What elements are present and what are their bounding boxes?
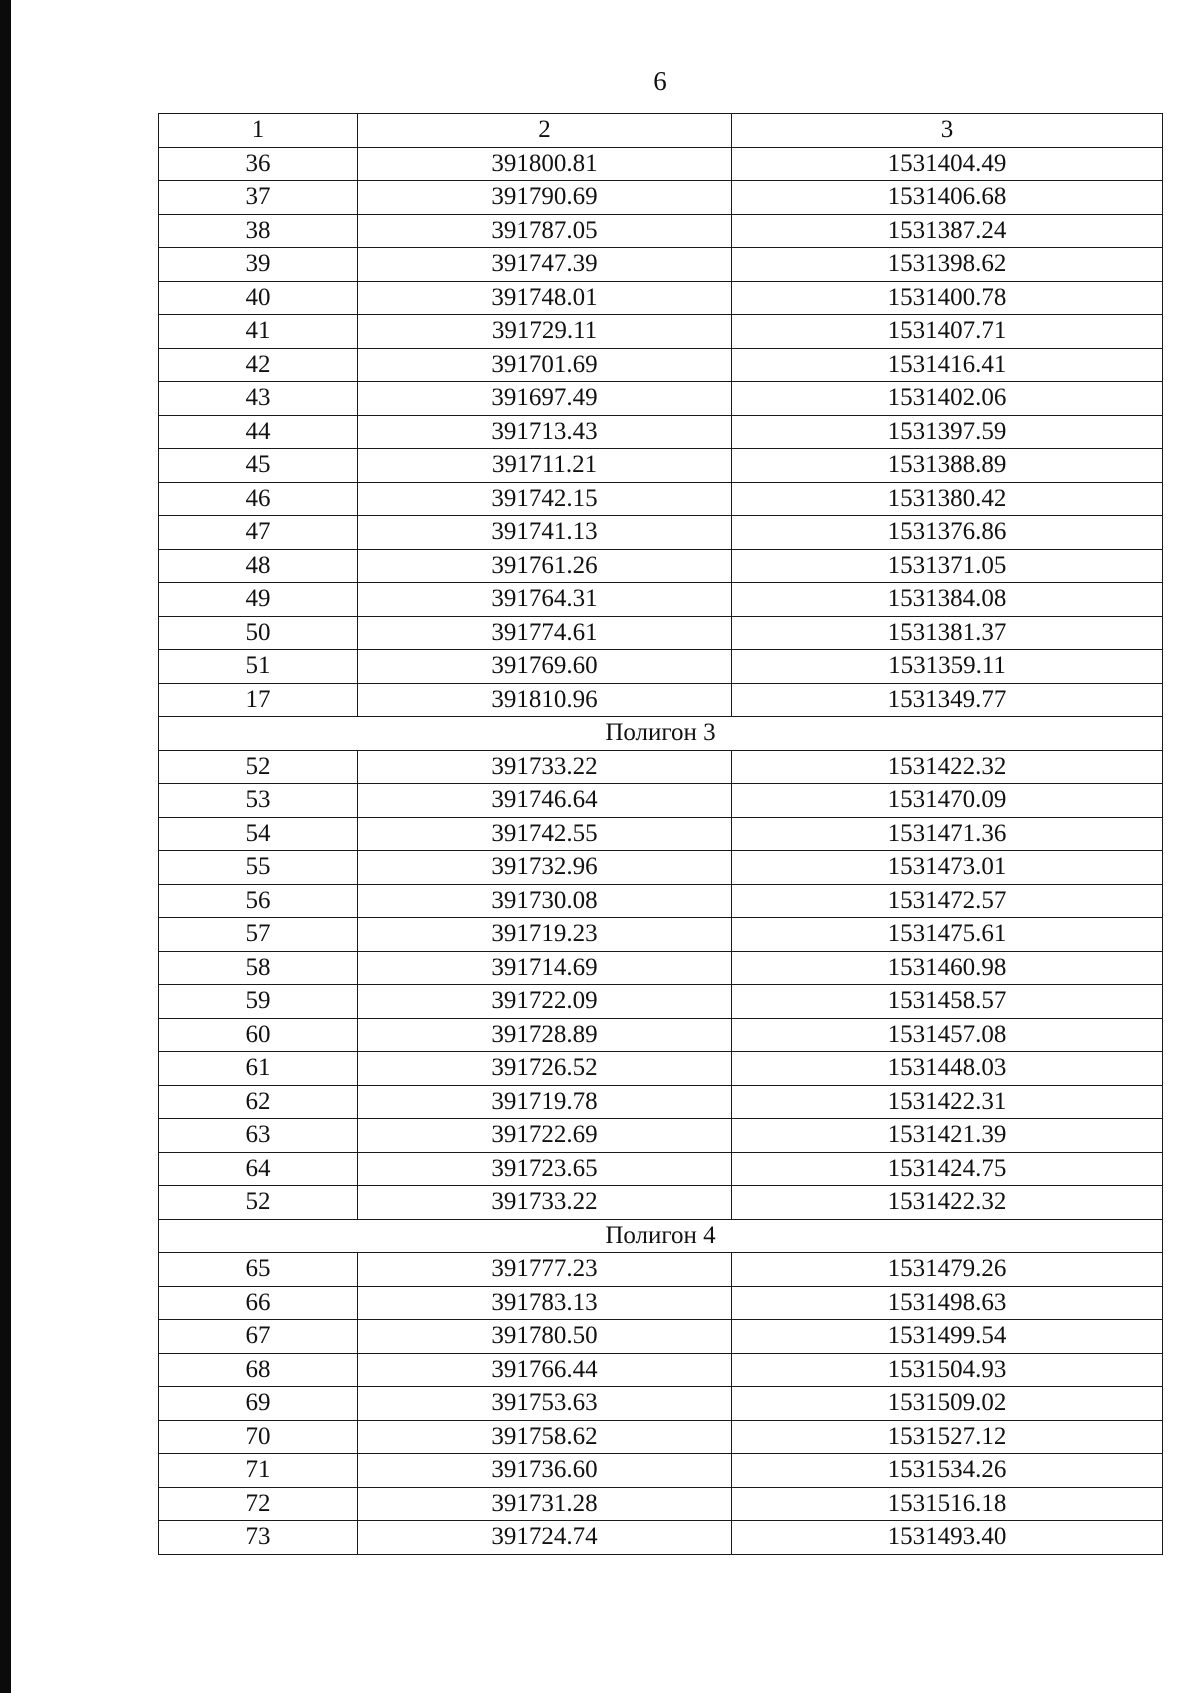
table-row: [159, 415, 1163, 449]
x-coordinate-cell: 391810.96: [358, 683, 732, 717]
x-coordinate-cell: 391730.08: [358, 884, 732, 918]
x-coordinate-cell: 391719.78: [358, 1085, 732, 1119]
y-coordinate-cell: 1531371.05: [732, 549, 1163, 583]
y-coordinate-cell: 1531416.41: [732, 348, 1163, 382]
x-coordinate-cell: 391701.69: [358, 348, 732, 382]
point-number-cell: 64: [159, 1152, 358, 1186]
x-coordinate-cell: 391711.21: [358, 449, 732, 483]
table-row: [159, 1521, 1163, 1555]
y-coordinate-cell: 1531380.42: [732, 482, 1163, 516]
x-coordinate-cell: 391780.50: [358, 1320, 732, 1354]
header-cell-3: 3: [732, 114, 1163, 148]
point-number-cell: 73: [159, 1521, 358, 1555]
y-coordinate-cell: 1531470.09: [732, 784, 1163, 818]
x-coordinate-cell: 391742.15: [358, 482, 732, 516]
table-row: [159, 1286, 1163, 1320]
x-coordinate-cell: 391736.60: [358, 1454, 732, 1488]
x-coordinate-cell: 391753.63: [358, 1387, 732, 1421]
y-coordinate-cell: 1531527.12: [732, 1420, 1163, 1454]
x-coordinate-cell: 391726.52: [358, 1052, 732, 1086]
point-number-cell: 62: [159, 1085, 358, 1119]
y-coordinate-cell: 1531349.77: [732, 683, 1163, 717]
section-title-row: [159, 717, 1163, 751]
table-row: [159, 449, 1163, 483]
table-header-row: [159, 114, 1163, 148]
point-number-cell: 55: [159, 851, 358, 885]
y-coordinate-cell: 1531406.68: [732, 181, 1163, 215]
y-coordinate-cell: 1531421.39: [732, 1119, 1163, 1153]
table-row: [159, 918, 1163, 952]
point-number-cell: 52: [159, 750, 358, 784]
table-row: [159, 616, 1163, 650]
table-row: [159, 1454, 1163, 1488]
y-coordinate-cell: 1531457.08: [732, 1018, 1163, 1052]
point-number-cell: 59: [159, 985, 358, 1019]
point-number-cell: 37: [159, 181, 358, 215]
x-coordinate-cell: 391713.43: [358, 415, 732, 449]
x-coordinate-cell: 391774.61: [358, 616, 732, 650]
y-coordinate-cell: 1531376.86: [732, 516, 1163, 550]
y-coordinate-cell: 1531475.61: [732, 918, 1163, 952]
x-coordinate-cell: 391764.31: [358, 583, 732, 617]
point-number-cell: 70: [159, 1420, 358, 1454]
y-coordinate-cell: 1531397.59: [732, 415, 1163, 449]
point-number-cell: 56: [159, 884, 358, 918]
table-row: [159, 281, 1163, 315]
section-title: Полигон 3: [159, 717, 1163, 751]
point-number-cell: 41: [159, 315, 358, 349]
header-cell-1: 1: [159, 114, 358, 148]
y-coordinate-cell: 1531499.54: [732, 1320, 1163, 1354]
y-coordinate-cell: 1531479.26: [732, 1253, 1163, 1287]
y-coordinate-cell: 1531388.89: [732, 449, 1163, 483]
table-row: [159, 817, 1163, 851]
point-number-cell: 69: [159, 1387, 358, 1421]
page-number: 6: [653, 66, 667, 96]
table-row: [159, 784, 1163, 818]
y-coordinate-cell: 1531471.36: [732, 817, 1163, 851]
y-coordinate-cell: 1531400.78: [732, 281, 1163, 315]
point-number-cell: 46: [159, 482, 358, 516]
y-coordinate-cell: 1531404.49: [732, 147, 1163, 181]
y-coordinate-cell: 1531534.26: [732, 1454, 1163, 1488]
point-number-cell: 66: [159, 1286, 358, 1320]
table-row: [159, 750, 1163, 784]
point-number-cell: 72: [159, 1487, 358, 1521]
y-coordinate-cell: 1531472.57: [732, 884, 1163, 918]
table-row: [159, 248, 1163, 282]
x-coordinate-cell: 391769.60: [358, 650, 732, 684]
section-title-row: [159, 1219, 1163, 1253]
table-row: [159, 1152, 1163, 1186]
point-number-cell: 48: [159, 549, 358, 583]
table-row: [159, 1353, 1163, 1387]
point-number-cell: 65: [159, 1253, 358, 1287]
point-number-cell: 47: [159, 516, 358, 550]
coordinates-table: [158, 113, 1163, 1555]
x-coordinate-cell: 391728.89: [358, 1018, 732, 1052]
table-row: [159, 315, 1163, 349]
coordinates-table-body: [159, 114, 1163, 1555]
table-row: [159, 1052, 1163, 1086]
point-number-cell: 53: [159, 784, 358, 818]
y-coordinate-cell: 1531422.32: [732, 750, 1163, 784]
x-coordinate-cell: 391787.05: [358, 214, 732, 248]
point-number-cell: 52: [159, 1186, 358, 1220]
point-number-cell: 71: [159, 1454, 358, 1488]
x-coordinate-cell: 391742.55: [358, 817, 732, 851]
x-coordinate-cell: 391732.96: [358, 851, 732, 885]
table-row: [159, 549, 1163, 583]
point-number-cell: 57: [159, 918, 358, 952]
y-coordinate-cell: 1531509.02: [732, 1387, 1163, 1421]
x-coordinate-cell: 391723.65: [358, 1152, 732, 1186]
table-row: [159, 1253, 1163, 1287]
table-row: [159, 348, 1163, 382]
point-number-cell: 67: [159, 1320, 358, 1354]
point-number-cell: 36: [159, 147, 358, 181]
x-coordinate-cell: 391729.11: [358, 315, 732, 349]
x-coordinate-cell: 391697.49: [358, 382, 732, 416]
x-coordinate-cell: 391719.23: [358, 918, 732, 952]
y-coordinate-cell: 1531473.01: [732, 851, 1163, 885]
header-cell-2: 2: [358, 114, 732, 148]
x-coordinate-cell: 391722.09: [358, 985, 732, 1019]
table-row: [159, 1119, 1163, 1153]
x-coordinate-cell: 391731.28: [358, 1487, 732, 1521]
x-coordinate-cell: 391783.13: [358, 1286, 732, 1320]
y-coordinate-cell: 1531493.40: [732, 1521, 1163, 1555]
x-coordinate-cell: 391722.69: [358, 1119, 732, 1153]
y-coordinate-cell: 1531407.71: [732, 315, 1163, 349]
x-coordinate-cell: 391733.22: [358, 750, 732, 784]
table-row: [159, 683, 1163, 717]
y-coordinate-cell: 1531384.08: [732, 583, 1163, 617]
y-coordinate-cell: 1531498.63: [732, 1286, 1163, 1320]
point-number-cell: 38: [159, 214, 358, 248]
point-number-cell: 54: [159, 817, 358, 851]
y-coordinate-cell: 1531516.18: [732, 1487, 1163, 1521]
y-coordinate-cell: 1531402.06: [732, 382, 1163, 416]
point-number-cell: 50: [159, 616, 358, 650]
scan-edge: [0, 0, 11, 1693]
y-coordinate-cell: 1531424.75: [732, 1152, 1163, 1186]
y-coordinate-cell: 1531460.98: [732, 951, 1163, 985]
table-row: [159, 382, 1163, 416]
y-coordinate-cell: 1531422.32: [732, 1186, 1163, 1220]
table-row: [159, 1387, 1163, 1421]
x-coordinate-cell: 391790.69: [358, 181, 732, 215]
table-row: [159, 851, 1163, 885]
table-row: [159, 951, 1163, 985]
x-coordinate-cell: 391747.39: [358, 248, 732, 282]
table-row: [159, 884, 1163, 918]
point-number-cell: 44: [159, 415, 358, 449]
table-row: [159, 1420, 1163, 1454]
x-coordinate-cell: 391746.64: [358, 784, 732, 818]
y-coordinate-cell: 1531387.24: [732, 214, 1163, 248]
y-coordinate-cell: 1531458.57: [732, 985, 1163, 1019]
table-row: [159, 1487, 1163, 1521]
point-number-cell: 45: [159, 449, 358, 483]
point-number-cell: 43: [159, 382, 358, 416]
point-number-cell: 49: [159, 583, 358, 617]
point-number-cell: 61: [159, 1052, 358, 1086]
point-number-cell: 63: [159, 1119, 358, 1153]
x-coordinate-cell: 391724.74: [358, 1521, 732, 1555]
table-row: [159, 516, 1163, 550]
table-row: [159, 650, 1163, 684]
table-row: [159, 147, 1163, 181]
point-number-cell: 51: [159, 650, 358, 684]
y-coordinate-cell: 1531398.62: [732, 248, 1163, 282]
x-coordinate-cell: 391714.69: [358, 951, 732, 985]
point-number-cell: 39: [159, 248, 358, 282]
table-row: [159, 482, 1163, 516]
y-coordinate-cell: 1531422.31: [732, 1085, 1163, 1119]
x-coordinate-cell: 391758.62: [358, 1420, 732, 1454]
point-number-cell: 60: [159, 1018, 358, 1052]
x-coordinate-cell: 391766.44: [358, 1353, 732, 1387]
y-coordinate-cell: 1531504.93: [732, 1353, 1163, 1387]
x-coordinate-cell: 391777.23: [358, 1253, 732, 1287]
table-row: [159, 583, 1163, 617]
table-row: [159, 985, 1163, 1019]
section-title: Полигон 4: [159, 1219, 1163, 1253]
point-number-cell: 42: [159, 348, 358, 382]
x-coordinate-cell: 391748.01: [358, 281, 732, 315]
point-number-cell: 17: [159, 683, 358, 717]
point-number-cell: 40: [159, 281, 358, 315]
y-coordinate-cell: 1531448.03: [732, 1052, 1163, 1086]
y-coordinate-cell: 1531381.37: [732, 616, 1163, 650]
x-coordinate-cell: 391800.81: [358, 147, 732, 181]
table-row: [159, 1085, 1163, 1119]
y-coordinate-cell: 1531359.11: [732, 650, 1163, 684]
point-number-cell: 58: [159, 951, 358, 985]
table-row: [159, 214, 1163, 248]
point-number-cell: 68: [159, 1353, 358, 1387]
x-coordinate-cell: 391733.22: [358, 1186, 732, 1220]
table-row: [159, 1320, 1163, 1354]
table-row: [159, 1018, 1163, 1052]
x-coordinate-cell: 391761.26: [358, 549, 732, 583]
x-coordinate-cell: 391741.13: [358, 516, 732, 550]
table-row: [159, 181, 1163, 215]
table-row: [159, 1186, 1163, 1220]
